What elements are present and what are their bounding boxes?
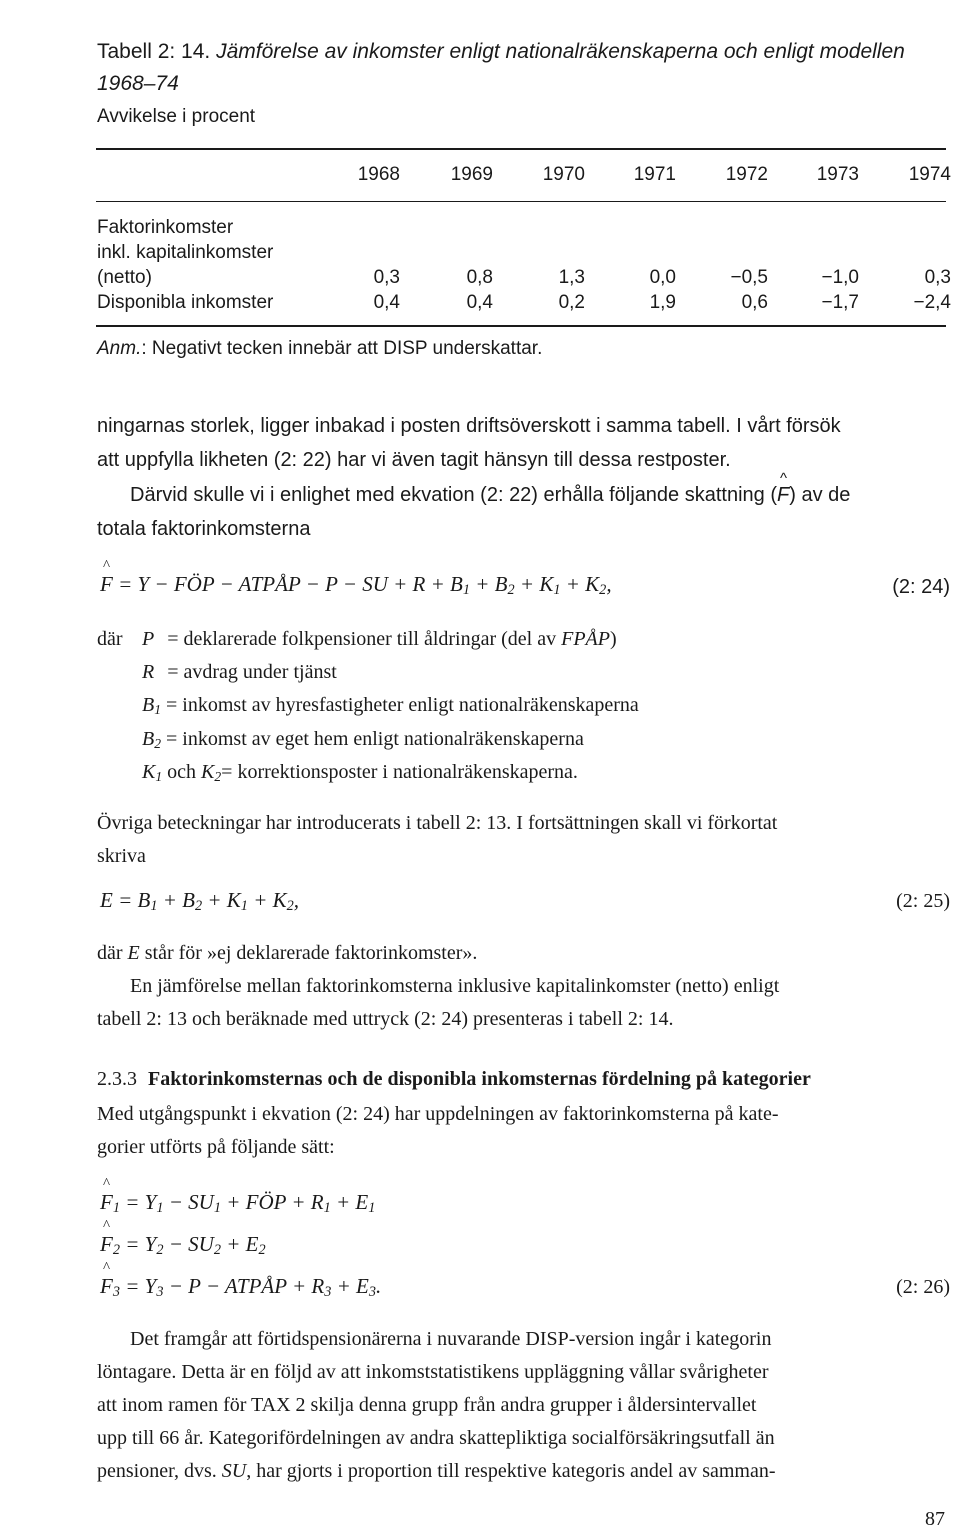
table-cell: 0,8 (466, 267, 493, 288)
table-unit: Avvikelse i procent (97, 106, 256, 127)
table-cell: 0,2 (558, 292, 585, 313)
table-top-rule (96, 148, 946, 150)
equation-number: (2: 26) (896, 1276, 950, 1298)
def-text: = inkomst av hyresfastigheter enligt nationalräkenskaperna (166, 694, 639, 716)
table-header-year: 1969 (450, 164, 493, 185)
def-text: ) (610, 628, 617, 650)
table-cell: 0,4 (466, 292, 493, 313)
row-label-line: Disponibla inkomster (97, 292, 274, 313)
table-cell: 1,9 (649, 292, 676, 313)
body-line: Övriga beteckningar har introducerats i tabell 2: 13. I fortsättningen skall vi förkortat (97, 812, 778, 834)
body-text: Därvid skulle vi i enlighet med ekvation (2: 22) erhålla följande skattning ( (130, 484, 778, 506)
def-text: = deklarerade folkpensioner till åldringar (del av (167, 628, 562, 650)
definition-row (142, 694, 639, 717)
table-cell: 0,3 (924, 267, 951, 288)
table-cell: 1,3 (558, 267, 585, 288)
body-line: En jämförelse mellan faktorinkomsterna inklusive kapitalinkomster (netto) enligt (130, 975, 780, 997)
symbol: E (127, 942, 140, 964)
f-hat-symbol: ^ F (777, 484, 789, 507)
table-cell: 0,6 (741, 292, 768, 313)
def-symbol: R (142, 661, 155, 683)
body-line: Med utgångspunkt i ekvation (2: 24) har uppdelningen av faktorinkomsterna på kate- (97, 1103, 779, 1125)
body-text: står för »ej deklarerade faktorinkomster». (144, 942, 478, 964)
section-number: 2.3.3 (97, 1068, 137, 1090)
body-line: skriva (97, 845, 146, 867)
def-symbol: B (142, 694, 155, 716)
table-header-rule (96, 201, 946, 202)
table-note (97, 338, 542, 360)
def-subscript: 2 (154, 735, 162, 751)
body-line: att inom ramen för TAX 2 skilja denna grupp från andra grupper i åldersintervallet (97, 1394, 757, 1416)
body-text: pensioner, dvs. (97, 1460, 217, 1482)
def-symbol: FPÅP (561, 628, 610, 650)
definition-row (142, 728, 584, 751)
table-caption-line2: 1968–74 (97, 72, 179, 95)
equation-2-26-line1: ^ $F_1 = Y_1 - SU_1$ + FÖP + $R_1 + E_1$ (100, 1190, 375, 1215)
table-cell: 0,3 (373, 267, 400, 288)
definition-row (142, 661, 337, 684)
row-label-line: (netto) (97, 267, 152, 288)
def-symbol: P (142, 628, 155, 650)
row-label-line: Faktorinkomster (97, 217, 234, 238)
table-caption-prefix: Tabell 2: 14. (97, 40, 211, 63)
body-line: totala faktorinkomsterna (97, 518, 311, 540)
def-symbol: B (142, 728, 155, 750)
table-caption-line1 (97, 40, 905, 64)
body-line (97, 1460, 776, 1483)
section-heading (97, 1068, 811, 1091)
symbol: SU (221, 1460, 247, 1482)
table-cell: −0,5 (730, 267, 768, 288)
table-bottom-rule (96, 325, 946, 327)
table-cell: 0,0 (649, 267, 676, 288)
definition-row (142, 628, 617, 651)
definition-row: $K_1$ och $K_2=$ korrektionsposter i nationalräkenskaperna. (142, 761, 578, 784)
table-header-year: 1970 (542, 164, 585, 185)
body-text: ) av de (789, 484, 851, 506)
table-header-year: 1973 (816, 164, 859, 185)
body-line: att uppfylla likheten (2: 22) har vi även tagit hänsyn till dessa restposter. (97, 449, 731, 471)
table-header-year: 1971 (633, 164, 676, 185)
section-title: Faktorinkomsternas och de disponibla inkomsternas fördelning på kategorier (148, 1068, 811, 1090)
body-line: ningarnas storlek, ligger inbakad i posten driftsöverskott i samma tabell. I vårt försök (97, 415, 841, 437)
def-text: = korrektionsposter i nationalräkenskaperna. (221, 761, 578, 783)
body-line (130, 484, 850, 507)
body-line: tabell 2: 13 och beräknade med uttryck (2: 24) presenteras i tabell 2: 14. (97, 1008, 674, 1030)
row-label-line: inkl. kapitalinkomster (97, 242, 274, 263)
table-note-label: Anm. (97, 338, 142, 359)
equation-2-24: ^ F = Y − FÖP − ATPÅP − P − SU + $R + B_1 + B_2 + K_1 + K_2$, (100, 572, 612, 597)
def-text: = avdrag under tjänst (167, 661, 337, 683)
body-line: Det framgår att förtidspensionärerna i nuvarande DISP-version ingår i kategorin (130, 1328, 772, 1350)
equation-number: (2: 24) (892, 576, 950, 598)
equation-2-25: $E = B_1 + B_2 + K_1 + K_2$, (100, 888, 300, 915)
table-header-year: 1972 (725, 164, 768, 185)
body-line (97, 942, 477, 965)
table-cell: 0,4 (373, 292, 400, 313)
table-cell: −1,0 (821, 267, 859, 288)
def-subscript: 1 (154, 701, 162, 717)
equation-2-26-line2: ^ $F_2 = Y_2 - SU_2 + E_2$ (100, 1232, 266, 1257)
table-header-year: 1974 (908, 164, 951, 185)
table-cell: −2,4 (913, 292, 951, 313)
table-note-text: : Negativt tecken innebär att DISP underskattar. (141, 338, 543, 359)
table-header-year: 1968 (357, 164, 400, 185)
equation-2-26-line3: ^ $F_3 = Y_3 - P$ − ATPÅP + $R_3 + E_3$. (100, 1274, 381, 1299)
body-text: där (97, 942, 123, 964)
page-number: 87 (925, 1508, 945, 1530)
body-line: upp till 66 år. Kategorifördelningen av andra skattepliktiga socialförsäkringsutfall än (97, 1427, 775, 1449)
def-text: = inkomst av eget hem enligt nationalräkenskaperna (166, 728, 584, 750)
body-text: , har gjorts i proportion till respektive kategoris andel av samman- (246, 1460, 776, 1482)
table-caption-title: Jämförelse av inkomster enligt nationalräkenskaperna och enligt modellen (216, 40, 905, 63)
body-line: gorier utförts på följande sätt: (97, 1136, 335, 1158)
def-text: och (167, 761, 197, 783)
equation-number: (2: 25) (896, 890, 950, 912)
body-line: löntagare. Detta är en följd av att inkomststatistikens uppläggning vållar svårigheter (97, 1361, 769, 1383)
definitions-intro: där (97, 628, 123, 650)
table-cell: −1,7 (821, 292, 859, 313)
